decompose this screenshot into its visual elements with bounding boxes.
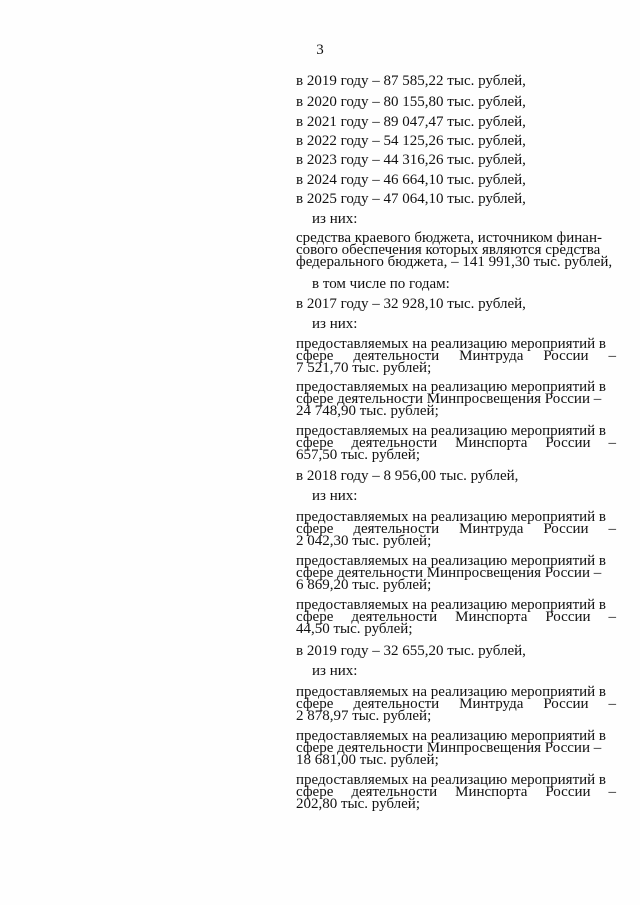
word: России <box>545 435 591 451</box>
text-line: предоставляемых на реализацию мероприятий в <box>296 597 607 613</box>
mintrud-2018-paragraph <box>296 511 616 547</box>
word: – <box>608 609 616 625</box>
year-line: в 2022 году – 54 125,26 тыс. рублей, <box>296 133 526 149</box>
amount-line: 24 748,90 тыс. рублей; <box>296 403 439 419</box>
word: Минспорта <box>455 609 528 625</box>
year-line: в 2020 году – 80 155,80 тыс. рублей, <box>296 94 526 110</box>
word: сфере <box>296 435 334 451</box>
amount-line: 18 681,00 тыс. рублей; <box>296 752 439 768</box>
word: деятельности <box>351 609 438 625</box>
minsport-2017-paragraph <box>296 425 616 461</box>
word: Минтруда <box>459 696 524 712</box>
word: – <box>608 521 616 537</box>
amount-line: 6 869,20 тыс. рублей; <box>296 577 432 593</box>
iz-nih-label: из них: <box>312 663 358 679</box>
minsport-2019-paragraph <box>296 774 616 810</box>
year-2017-header: в 2017 году – 32 928,10 тыс. рублей, <box>296 296 526 312</box>
word: – <box>608 784 616 800</box>
iz-nih-label: из них: <box>312 316 358 332</box>
amount-line: 7 521,70 тыс. рублей; <box>296 360 432 376</box>
text-line: федерального бюджета, – 141 991,30 тыс. рублей, <box>296 254 613 270</box>
amount-line: 2 042,30 тыс. рублей; <box>296 533 432 549</box>
word: сфере <box>296 609 334 625</box>
amount-line: 2 878,97 тыс. рублей; <box>296 708 432 724</box>
word: России <box>543 696 589 712</box>
text-line: сфере деятельности Минпросвещения России – <box>296 565 602 581</box>
minpros-2019-paragraph <box>296 730 616 766</box>
word: сфере <box>296 521 334 537</box>
word: Минтруда <box>459 348 524 364</box>
text-line: предоставляемых на реализацию мероприятий в <box>296 379 607 395</box>
word: деятельности <box>351 784 438 800</box>
word: Минспорта <box>455 435 528 451</box>
word: – <box>608 348 616 364</box>
word: России <box>543 348 589 364</box>
word: России <box>545 609 591 625</box>
word: Минтруда <box>459 521 524 537</box>
text-line: сфере деятельности Минпросвещения России – <box>296 391 602 407</box>
amount-line: 44,50 тыс. рублей; <box>296 621 413 637</box>
year-2018-header: в 2018 году – 8 956,00 тыс. рублей, <box>296 468 519 484</box>
text-line: предоставляемых на реализацию мероприятий в <box>296 684 607 700</box>
year-2019-header: в 2019 году – 32 655,20 тыс. рублей, <box>296 643 526 659</box>
page-number: 3 <box>316 42 324 58</box>
iz-nih-label: из них: <box>312 211 358 227</box>
by-years-label: в том числе по годам: <box>312 276 450 292</box>
year-line: в 2025 году – 47 064,10 тыс. рублей, <box>296 191 526 207</box>
word: – <box>608 435 616 451</box>
text-line: предоставляемых на реализацию мероприятий в <box>296 553 607 569</box>
iz-nih-label: из них: <box>312 488 358 504</box>
amount-line: 202,80 тыс. рублей; <box>296 796 420 812</box>
text-line: предоставляемых на реализацию мероприятий в <box>296 772 607 788</box>
text-line: предоставляемых на реализацию мероприятий в <box>296 728 607 744</box>
text-line: предоставляемых на реализацию мероприятий в <box>296 336 607 352</box>
word: деятельности <box>353 696 440 712</box>
year-line: в 2023 году – 44 316,26 тыс. рублей, <box>296 152 526 168</box>
word: деятельности <box>353 348 440 364</box>
word: деятельности <box>353 521 440 537</box>
word: сфере <box>296 784 334 800</box>
regional-budget-paragraph <box>296 232 616 268</box>
year-line: в 2021 году – 89 047,47 тыс. рублей, <box>296 114 526 130</box>
text-line: сфере деятельности Минпросвещения России – <box>296 740 602 756</box>
year-line: в 2019 году – 87 585,22 тыс. рублей, <box>296 73 526 89</box>
word: – <box>608 696 616 712</box>
year-line: в 2024 году – 46 664,10 тыс. рублей, <box>296 172 526 188</box>
text-line: предоставляемых на реализацию мероприятий в <box>296 423 607 439</box>
minsport-2018-paragraph <box>296 599 616 635</box>
amount-line: 657,50 тыс. рублей; <box>296 447 420 463</box>
word: Минспорта <box>455 784 528 800</box>
text-line: средства краевого бюджета, источником финан- <box>296 230 602 246</box>
mintrud-2019-paragraph <box>296 686 616 722</box>
minpros-2018-paragraph <box>296 555 616 591</box>
word: сфере <box>296 696 334 712</box>
word: сфере <box>296 348 334 364</box>
text-line: сового обеспечения которых являются средства <box>296 242 601 258</box>
text-line: предоставляемых на реализацию мероприятий в <box>296 509 607 525</box>
mintrud-2017-paragraph <box>296 338 616 374</box>
minpros-2017-paragraph <box>296 381 616 417</box>
word: России <box>545 784 591 800</box>
word: России <box>543 521 589 537</box>
word: деятельности <box>351 435 438 451</box>
